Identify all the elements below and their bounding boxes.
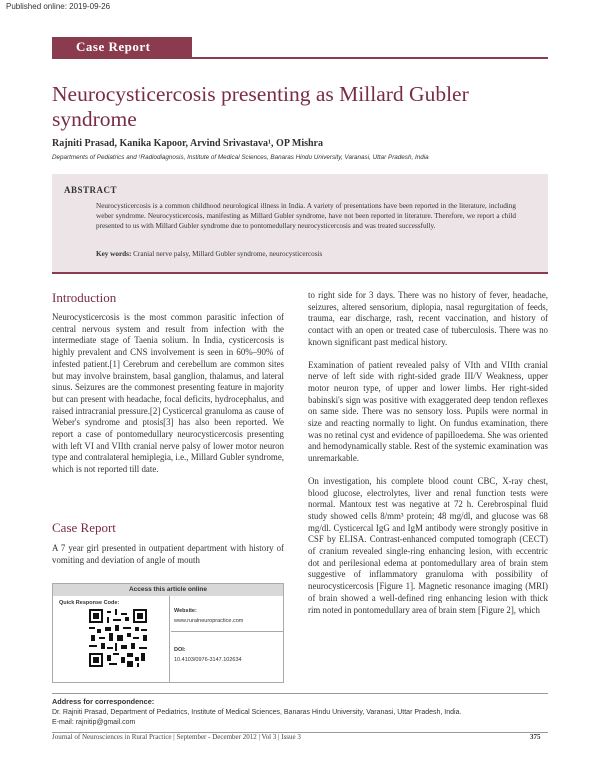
qr-code-icon — [89, 609, 147, 667]
examination-paragraph: Examination of patient revealed palsy of VIth and VIIth cranial nerve of left side with right-sided grade III/V Weakness, upper motor neuron type, of upper and lower limbs. Her right-sided babinski's sign was positive with exaggerated deep tendon reflexes on same side. There was no sensory loss. Pupils were normal in size and reacting normally to light. On fundus examination, there was no retinal cyst and evidence of papilloedema. She was oriented and hemodynamically stable. Rest of the systemic examination was unremarkable. — [308, 359, 548, 464]
access-heading: Access this article online — [53, 584, 283, 596]
right-column — [308, 290, 548, 616]
history-paragraph: to right side for 3 days. There was no history of fever, headache, seizures, altered sensorium, diplopia, nasal regurgitation of feeds, trauma, ear discharge, rash, recent vaccination, and history of contact with an open or treated case of tuberculosis. There was no known significant past medical history. — [308, 290, 548, 347]
abstract-text: Neurocysticercosis is a common childhood neurological illness in India. A variety of presentations have been reported in the literature, including weber syndrome. Neurocysticercosis, manifesting as Millard Gubler syndrome, have not been reported in literature. Therefore, we report a child presented to us with Millard Gubler syndrome due to pontomedullary neurocysticercosis and was treated successfully. — [96, 202, 516, 230]
tag-rule — [52, 57, 548, 59]
correspondence-block — [52, 708, 461, 727]
case-heading: Case Report — [52, 520, 116, 535]
correspondence-address: Dr. Rajniti Prasad, Department of Pediatrics, Institute of Medical Sciences, Banaras Hindu University, Varanasi, Uttar Pradesh, India. — [52, 709, 462, 716]
abstract-box — [52, 174, 548, 274]
affiliation: Departments of Pediatrics and ¹Radiodiagnosis, Institute of Medical Sciences, Banaras Hindu University, Varanasi, Uttar Pradesh, India — [52, 154, 429, 161]
article-type-tag: Case Report — [52, 37, 192, 57]
case-paragraph — [52, 543, 284, 566]
access-separator — [171, 631, 283, 632]
intro-heading: Introduction — [52, 290, 117, 305]
access-divider — [169, 596, 170, 682]
qr-label: Quick Response Code: — [59, 600, 120, 606]
intro-paragraph — [52, 312, 284, 476]
website-link[interactable]: www.ruralneuropractice.com — [174, 618, 244, 624]
article-title: Neurocysticercosis presenting as Millard Gubler syndrome — [52, 82, 469, 131]
doi-label: DOI: — [174, 647, 186, 653]
keywords — [96, 250, 516, 258]
website-label: Website: — [174, 608, 197, 614]
correspondence-email[interactable]: E-mail: rajnitip@gmail.com — [52, 718, 136, 726]
authors: Rajniti Prasad, Kanika Kapoor, Arvind Srivastava¹, OP Mishra — [52, 138, 323, 149]
abstract-heading: ABSTRACT — [64, 185, 118, 195]
intro-text: Neurocysticercosis is the most common parasitic infection of central nervous system and result from infection with the intermediate stage of Taenia solium. In India, cysticercosis is highly prevalent and CNS involvement is seen in 60%–90% of infested patient.[1] Cerebrum and cerebellum are common sites but may involve brainstem, basal ganglion, thalamus, and lateral sinus. Seizures are the commonest presenting feature in majority but can present with headache, focal deficits, hydrocephalus, and raised intracranial pressure.[2] Cysticercal granuloma as cause of Weber's syndrome and ptosis[3] has also been reported. We report a case of pontomedullary neurocysticercosis presenting with left VI and VIIth cranial nerve palsy of lower motor neuron type and contralateral hemiplegia, i.e., Millard Gubler syndrome, which is not reported till date. — [52, 312, 284, 475]
correspondence-rule — [52, 693, 548, 694]
case-text: A 7 year girl presented in outpatient department with history of vomiting and deviation of angle of mouth — [52, 543, 284, 565]
page-number: 375 — [530, 733, 541, 741]
journal-footer: Journal of Neurosciences in Rural Practice | September - December 2012 | Vol 3 | Issue 3 — [52, 733, 301, 741]
investigation-paragraph: On investigation, his complete blood count CBC, X-ray chest, blood glucose, electrolytes, liver and renal function tests were normal. Mantoux test was negative at 72 h. Cerebrospinal fluid study showed cells 8/mm³ protein; 48 mg/dl, and glucose was 68 mg/dl. Cysticercal IgG and IgM antibody were strongly positive in CSF by ELISA. Contrast-enhanced computed tomograph (CECT) of cranium revealed single-ring enhancing lesion, with eccentric dot and perilesional edema at pontomedullary area of brain stem suggestive of inflammatory granuloma with possibility of neurocysticercosis [Figure 1]. Magnetic resonance imaging (MRI) of brain showed a well-defined ring enhancing lesion with thick rim noted in pontomedullary area of brain stem [Figure 2], which — [308, 475, 548, 615]
doi-value: 10.4103/0976-3147.102634 — [174, 657, 242, 663]
keywords-label: Key words: — [96, 250, 132, 258]
published-date: Published online: 2019-09-26 — [6, 2, 111, 11]
correspondence-heading: Address for correspondence: — [52, 697, 155, 706]
access-box — [52, 583, 284, 683]
keywords-value: Cranial nerve palsy, Millard Gubler syndrome, neurocysticercosis — [133, 250, 323, 258]
